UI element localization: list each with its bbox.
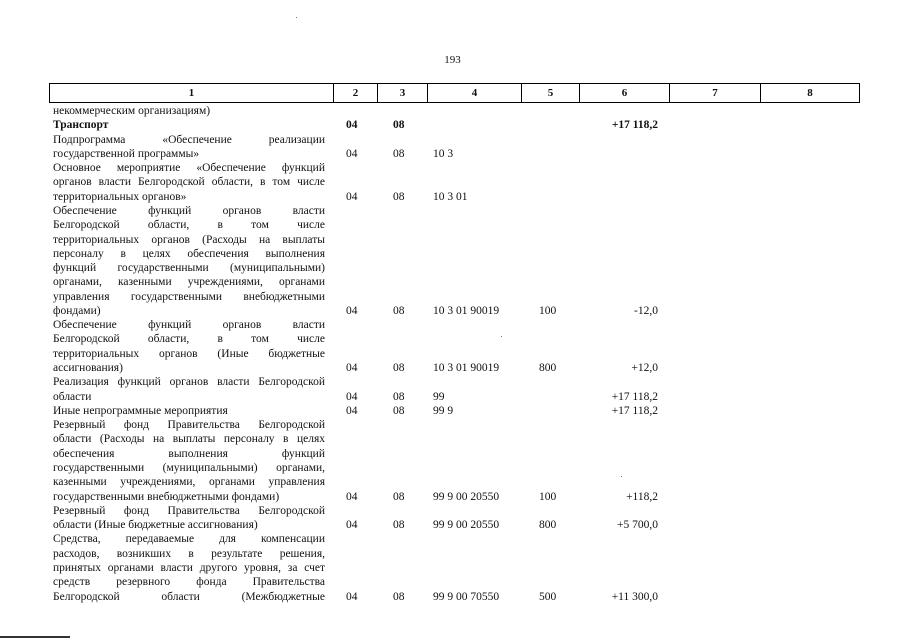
row-amount: -12,0 [634, 304, 658, 317]
header-col-3: 3 [377, 84, 427, 102]
row-amount: +12,0 [631, 362, 658, 375]
row-description-line: Основное мероприятие «Обеспечение функций [53, 162, 325, 175]
row-description-line: функций государственными (муниципальными) [53, 262, 325, 275]
row-target-article: 99 9 [433, 404, 454, 417]
row-section-code: 04 [346, 190, 358, 203]
row-subsection-code: 08 [393, 147, 405, 160]
header-col-4: 4 [427, 84, 521, 102]
row-subsection-code: 08 [393, 590, 405, 603]
row-description-line: области [53, 390, 92, 403]
row-expense-type: 100 [539, 490, 557, 503]
row-subsection-code: 08 [393, 119, 405, 132]
row-expense-type: 500 [539, 590, 557, 603]
scan-speck [501, 336, 502, 337]
row-section-code: 04 [346, 590, 358, 603]
row-description-line: Резервный фонд Правительства Белгородской [53, 504, 325, 517]
row-amount: +11 300,0 [611, 590, 658, 603]
row-subsection-code: 08 [393, 190, 405, 203]
row-description-line: области (Иные бюджетные ассигнования) [53, 519, 258, 532]
header-col-1: 1 [188, 87, 195, 99]
row-description-line: управления государственными внебюджетными [53, 290, 325, 303]
row-target-article: 10 3 01 [433, 190, 468, 203]
row-description-line: расходов, возникших в результате решения, [53, 547, 325, 560]
row-description-line: Иные непрограммные мероприятия [53, 404, 228, 417]
row-expense-type: 100 [539, 304, 557, 317]
row-target-article: 10 3 [433, 147, 454, 160]
row-description-line: органов власти Белгородской области, в том числе [53, 176, 325, 189]
row-subsection-code: 08 [393, 490, 405, 503]
row-description-line: государственными (муниципальными) органами, [53, 462, 325, 474]
row-description-line: территориальных органов (Иные бюджетные [53, 347, 325, 360]
row-description-line: территориальных органов (Расходы на выплаты [53, 233, 325, 246]
row-section-code: 04 [346, 119, 358, 132]
row-description-line: Подпрограмма «Обеспечение реализации [53, 133, 325, 146]
row-amount: +118,2 [626, 490, 658, 503]
row-description-line: обеспечения выполнения функций [53, 447, 325, 460]
row-amount: +17 118,2 [611, 390, 658, 403]
row-description-line: принятых органами власти другого уровня, за счет [53, 561, 325, 574]
header-col-7: 7 [669, 84, 760, 102]
row-section-code: 04 [346, 362, 358, 375]
row-subsection-code: 08 [393, 519, 405, 532]
row-amount: +17 118,2 [611, 404, 658, 417]
row-section-code: 04 [346, 490, 358, 503]
row-target-article: 99 [433, 390, 445, 403]
row-description-line: Транспорт [53, 119, 109, 132]
row-description-line: области (Расходы на выплаты персоналу в целях [53, 433, 325, 446]
row-target-article: 10 3 01 90019 [433, 362, 500, 375]
row-target-article: 99 9 00 20550 [433, 490, 500, 503]
page-number: 193 [444, 54, 461, 66]
row-description-line: Средства, передаваемые для компенсации [53, 533, 325, 546]
row-expense-type: 800 [539, 362, 557, 375]
row-description-line: государственной программы» [53, 147, 200, 160]
row-description-line: государственными внебюджетными фондами) [53, 490, 280, 503]
row-expense-type: 800 [539, 519, 557, 532]
row-section-code: 04 [346, 147, 358, 160]
row-description-line: казенными учреждениями, органами управления [53, 476, 325, 489]
row-description-line: территориальных органов» [53, 190, 187, 203]
row-description-line: Белгородской области, в том числе [53, 219, 325, 232]
table-header [49, 83, 860, 103]
row-description-line: Резервный фонд Правительства Белгородской [53, 419, 325, 432]
row-description-line: Белгородской области, в том числе [53, 333, 325, 346]
row-section-code: 04 [346, 519, 358, 532]
header-col-2: 2 [333, 84, 377, 102]
row-description-line: Обеспечение функций органов власти [53, 319, 325, 332]
row-description-line: Белгородской области (Межбюджетные [53, 590, 325, 603]
row-subsection-code: 08 [393, 304, 405, 317]
row-section-code: 04 [346, 304, 358, 317]
row-description-line: персоналу в целях обеспечения выполнения [53, 247, 325, 260]
header-col-8: 8 [760, 84, 859, 102]
row-subsection-code: 08 [393, 404, 405, 417]
row-description-line: ассигнования) [53, 362, 123, 375]
header-col-5: 5 [521, 84, 579, 102]
row-description-line: Реализация функций органов власти Белгородской [53, 376, 325, 389]
row-description-line: некоммерческим организациям) [53, 105, 211, 117]
row-target-article: 99 9 00 20550 [433, 519, 500, 532]
row-subsection-code: 08 [393, 362, 405, 375]
scan-speck [296, 17, 297, 18]
row-description-line: фондами) [53, 304, 101, 317]
row-amount: +17 118,2 [611, 119, 658, 132]
row-target-article: 10 3 01 90019 [433, 304, 500, 317]
row-section-code: 04 [346, 404, 358, 417]
row-description-line: средств резервного фонда Правительства [53, 576, 325, 589]
row-target-article: 99 9 00 70550 [433, 590, 500, 603]
row-description-line: Обеспечение функций органов власти [53, 204, 325, 217]
scan-speck [621, 476, 622, 477]
header-col-6: 6 [579, 84, 669, 102]
row-subsection-code: 08 [393, 390, 405, 403]
row-description-line: органами, казенными учреждениями, органами [53, 276, 325, 289]
row-amount: +5 700,0 [617, 519, 658, 532]
bottom-rule [0, 636, 70, 638]
row-section-code: 04 [346, 390, 358, 403]
